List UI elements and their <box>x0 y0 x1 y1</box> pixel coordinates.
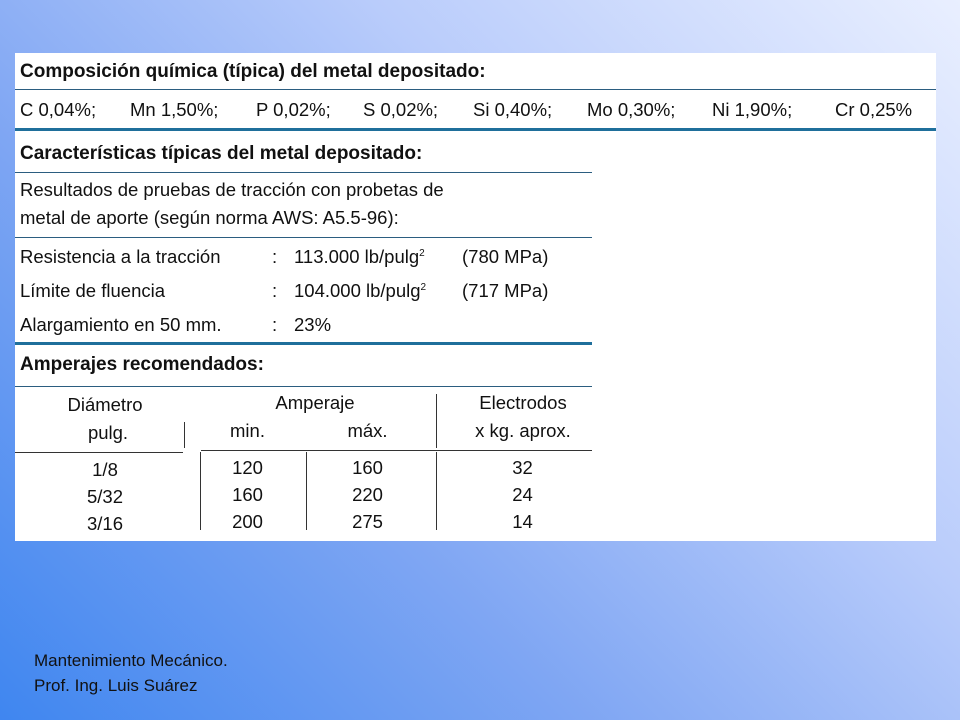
divider <box>15 89 936 90</box>
divider <box>15 237 592 238</box>
composition-item: P 0,02%; <box>256 99 331 120</box>
intro-line: metal de aporte (según norma AWS: A5.5-96): <box>20 207 399 228</box>
header-rule <box>15 452 183 453</box>
cell-diameter: 1/8 <box>92 459 118 480</box>
property-value: 113.000 lb/pulg$^2$ <box>294 246 425 267</box>
column-rule <box>436 394 437 448</box>
cell-electrodes: 24 <box>512 484 533 505</box>
property-value: 23% <box>294 314 332 335</box>
property-separator: : <box>272 246 278 267</box>
property-label: Límite de fluencia <box>20 280 166 301</box>
characteristics-title: Características típicas del metal depositado: <box>20 143 423 164</box>
section-divider <box>15 342 592 345</box>
cell-min: 200 <box>232 511 263 532</box>
section-divider <box>15 128 936 131</box>
intro-line: Resultados de pruebas de tracción con probetas de <box>20 179 444 200</box>
composition-item: Mn 1,50%; <box>130 99 219 120</box>
property-label: Resistencia a la tracción <box>20 246 221 267</box>
footer-author: Prof. Ing. Luis Suárez <box>34 676 198 695</box>
divider <box>15 386 592 387</box>
column-rule <box>200 452 201 530</box>
composition-item: Cr 0,25% <box>835 99 913 120</box>
cell-electrodes: 14 <box>512 511 533 532</box>
column-rule <box>184 422 185 448</box>
property-separator: : <box>272 280 278 301</box>
composition-item: Si 0,40%; <box>473 99 553 120</box>
column-rule <box>306 452 307 530</box>
column-rule <box>436 452 437 530</box>
cell-max: 275 <box>352 511 383 532</box>
property-separator: : <box>272 314 278 335</box>
divider <box>15 172 592 173</box>
col-header-diameter-unit: pulg. <box>87 422 129 443</box>
composition-item: Ni 1,90%; <box>712 99 793 120</box>
col-header-electrodes: Electrodos <box>479 392 567 413</box>
property-metric: (780 MPa) <box>462 246 549 267</box>
spec-sheet <box>15 53 936 541</box>
cell-min: 160 <box>232 484 263 505</box>
col-header-max: máx. <box>347 420 388 441</box>
cell-diameter: 5/32 <box>86 486 123 507</box>
col-header-electrodes-unit: x kg. aprox. <box>475 420 571 441</box>
header-rule <box>201 450 592 451</box>
composition-title: Composición química (típica) del metal depositado: <box>20 61 486 82</box>
footer-course: Mantenimiento Mecánico. <box>34 651 228 670</box>
cell-electrodes: 32 <box>512 457 533 478</box>
amperage-title: Amperajes recomendados: <box>20 354 264 375</box>
property-value: 104.000 lb/pulg$^2$ <box>294 280 427 301</box>
composition-item: Mo 0,30%; <box>587 99 676 120</box>
col-header-min: min. <box>230 420 265 441</box>
cell-min: 120 <box>232 457 263 478</box>
property-metric: (717 MPa) <box>462 280 549 301</box>
col-header-amperage: Amperaje <box>275 392 355 413</box>
composition-item: C 0,04%; <box>20 99 97 120</box>
cell-max: 220 <box>352 484 383 505</box>
property-label: Alargamiento en 50 mm. <box>20 314 222 335</box>
composition-item: S 0,02%; <box>363 99 439 120</box>
col-header-diameter: Diámetro <box>67 394 143 415</box>
cell-max: 160 <box>352 457 383 478</box>
cell-diameter: 3/16 <box>86 513 123 534</box>
